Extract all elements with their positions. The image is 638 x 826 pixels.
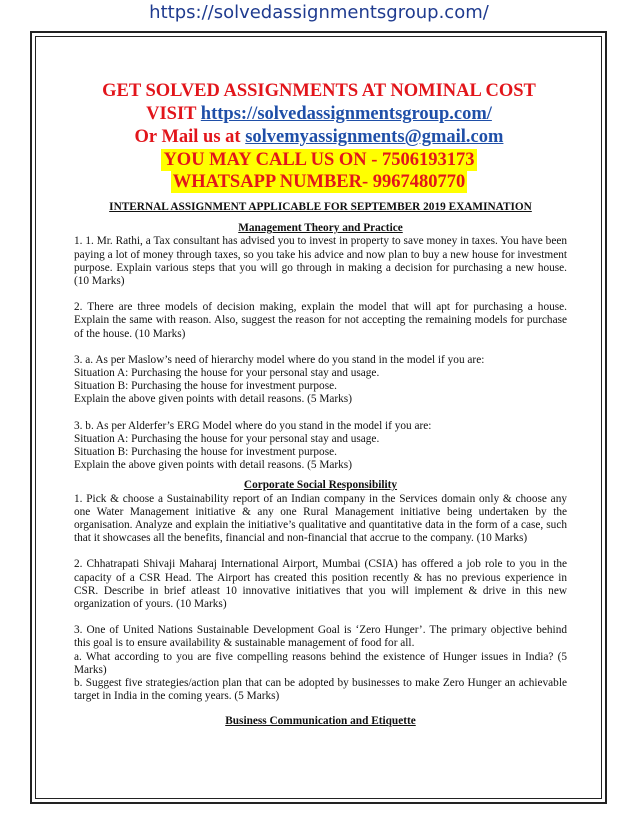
question-mtp-3b-situation-b: Situation B: Purchasing the house for investment purpose. xyxy=(74,446,337,459)
question-csr-1: 1. Pick & choose a Sustainability report of an Indian company in the Services domain only & choose any one Water Management initiative & any one Rural Management initiative being undertaken by the organisation. Analyze and explain the initiative’s qualitative and quantitative data in the form of a case, such that it showcases all the benefits, financial and non-financial that accrue to the company. (10 Marks) xyxy=(74,492,567,545)
question-mtp-3b-situation-a: Situation A: Purchasing the house for your personal stay and usage. xyxy=(74,432,380,445)
promo-website-link[interactable]: https://solvedassignmentsgroup.com/ xyxy=(200,104,492,124)
promo-whatsapp-line xyxy=(40,171,598,193)
promo-mail-label: Or Mail us at xyxy=(134,127,246,147)
header-site-url[interactable]: https://solvedassignmentsgroup.com/ xyxy=(149,2,489,23)
document-body xyxy=(74,201,567,728)
question-mtp-3a: 3. a. As per Maslow’s need of hierarchy model where do you stand in the model if you are: xyxy=(74,353,485,366)
question-csr-3a: a. What according to you are five compelling reasons behind the existence of Hunger issues in India? (5 Marks) xyxy=(74,650,567,676)
spacer xyxy=(74,341,567,354)
promo-email-link[interactable]: solvemyassignments@gmail.com xyxy=(245,127,504,147)
promo-whatsapp-text: WHATSAPP NUMBER- 9967480770 xyxy=(172,172,466,192)
question-csr-3b: b. Suggest five strategies/action plan that can be adopted by businesses to make Zero Hunger an achievable target in India in the coming years. (5 Marks) xyxy=(74,677,567,703)
question-mtp-3a-situation-b: Situation B: Purchasing the house for investment purpose. xyxy=(74,380,337,393)
section-title-csr: Corporate Social Responsibility xyxy=(243,479,398,492)
spacer xyxy=(74,288,567,301)
promo-visit-line xyxy=(40,104,598,125)
question-mtp-3a-explain: Explain the above given points with detail reasons. (5 Marks) xyxy=(74,393,352,406)
section-title-management: Management Theory and Practice xyxy=(238,222,403,235)
question-csr-2: 2. Chhatrapati Shivaji Maharaj International Airport, Mumbai (CSIA) has offered a job role to you in the capacity of a CSR Head. The Airport has created this position recently & has no previous experience in CSR. Describe in brief atleast 10 innovative initiatives that you will implement & drive in this new organization of yours. (10 Marks) xyxy=(74,558,567,611)
section-title-business-communication: Business Communication and Etiquette xyxy=(225,714,416,727)
promo-headline: GET SOLVED ASSIGNMENTS AT NOMINAL COST xyxy=(102,81,536,101)
spacer xyxy=(74,611,567,624)
promo-visit-label: VISIT xyxy=(146,104,201,124)
promo-call-text: YOU MAY CALL US ON - 7506193173 xyxy=(163,150,475,170)
question-mtp-2: 2. There are three models of decision making, explain the model that will apt for purchasing a house. Explain the same with reason. Also, suggest the reason for not accepting the remaining models for purchase of the house. (10 Marks) xyxy=(74,301,567,340)
main-heading: INTERNAL ASSIGNMENT APPLICABLE FOR SEPTEMBER 2019 EXAMINATION xyxy=(109,201,532,213)
question-mtp-1: 1. 1. Mr. Rathi, a Tax consultant has advised you to invest in property to save money in taxes. You have been paying a lot of money through taxes, so you take his advice and now plan to buy a new house for investment purpose. Explain various steps that you will go through in making a decision for purchasing a new house. (10 Marks) xyxy=(74,235,567,288)
question-csr-3: 3. One of United Nations Sustainable Development Goal is ‘Zero Hunger’. The primary objective behind this goal is to ensure availability & sustainable management of food for all. xyxy=(74,624,567,650)
question-mtp-3b-explain: Explain the above given points with detail reasons. (5 Marks) xyxy=(74,459,352,472)
promo-call-line xyxy=(40,149,598,171)
question-mtp-3b: 3. b. As per Alderfer’s ERG Model where do you stand in the model if you are: xyxy=(74,419,432,432)
promo-mail-line xyxy=(40,127,598,148)
spacer xyxy=(74,545,567,558)
question-mtp-3a-situation-a: Situation A: Purchasing the house for your personal stay and usage. xyxy=(74,367,380,380)
spacer xyxy=(74,407,567,420)
